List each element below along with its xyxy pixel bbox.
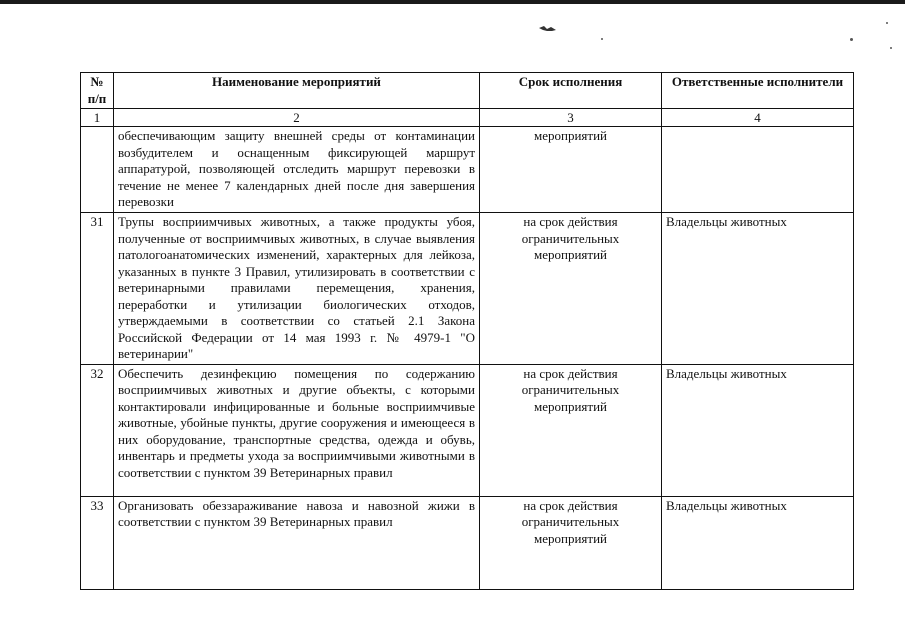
responsible-text [662,127,854,213]
row-number: 32 [81,364,114,496]
table-row [81,496,854,589]
column-number: 4 [662,109,854,127]
table-row [81,364,854,496]
table-row-continuation [81,127,854,213]
header-name: Наименование мероприятий [114,73,480,109]
scan-artifact-mark [538,24,558,33]
measure-text: Обеспечить дезинфекцию помещения по содержанию восприимчивых животных и другие объекты, с которыми контактировали инфицированные и больные восприимчивые животные, убойные пункты, другие сооружения и имеющееся в них оборудование, транспортные средства, одежда и обувь, инвентарь и предметы ухода за восприимчивыми животными в соответствии с пунктом 39 Ветеринарных правил [114,364,480,496]
measure-text: обеспечивающим защиту внешней среды от контаминации возбудителем и оснащенным фиксирующей маршрут аппаратурой, позволяющей отследить маршрут перевозки в течение не менее 7 календарных дней после дня завершения перевозки [114,127,480,213]
header-term: Срок исполнения [480,73,662,109]
scan-speck [601,38,603,40]
term-text: на срок действия ограничительных мероприятий [480,496,662,589]
table-header-row [81,73,854,109]
column-number: 2 [114,109,480,127]
measures-table [80,72,854,590]
row-number [81,127,114,213]
responsible-text: Владельцы животных [662,496,854,589]
header-no: № п/п [81,73,114,109]
term-text: на срок действия ограничительных мероприятий [480,364,662,496]
row-number: 33 [81,496,114,589]
term-text: на срок действия ограничительных мероприятий [480,213,662,365]
table-row [81,213,854,365]
scan-speck [850,38,853,41]
measure-text: Трупы восприимчивых животных, а также продукты убоя, полученные от восприимчивых животных, в случае выявления патологоанатомических изменений, характерных для лейкоза, указанных в пункте 3 Правил, утилизировать в соответствии с ветеринарными правилами перемещения, хранения, переработки и утилизации биологических отходов, утверждаемыми в соответствии со статьей 2.1 Закона Российской Федерации от 14 мая 1993 г. № 4979-1 "О ветеринарии" [114,213,480,365]
scan-top-border [0,0,905,4]
responsible-text: Владельцы животных [662,213,854,365]
column-number-row [81,109,854,127]
measure-text: Организовать обеззараживание навоза и навозной жижи в соответствии с пунктом 39 Ветеринарных правил [114,496,480,589]
responsible-text: Владельцы животных [662,364,854,496]
scan-speck [890,47,892,49]
column-number: 1 [81,109,114,127]
row-number: 31 [81,213,114,365]
scan-speck [886,22,888,24]
header-responsible: Ответственные исполнители [662,73,854,109]
term-text: мероприятий [480,127,662,213]
column-number: 3 [480,109,662,127]
